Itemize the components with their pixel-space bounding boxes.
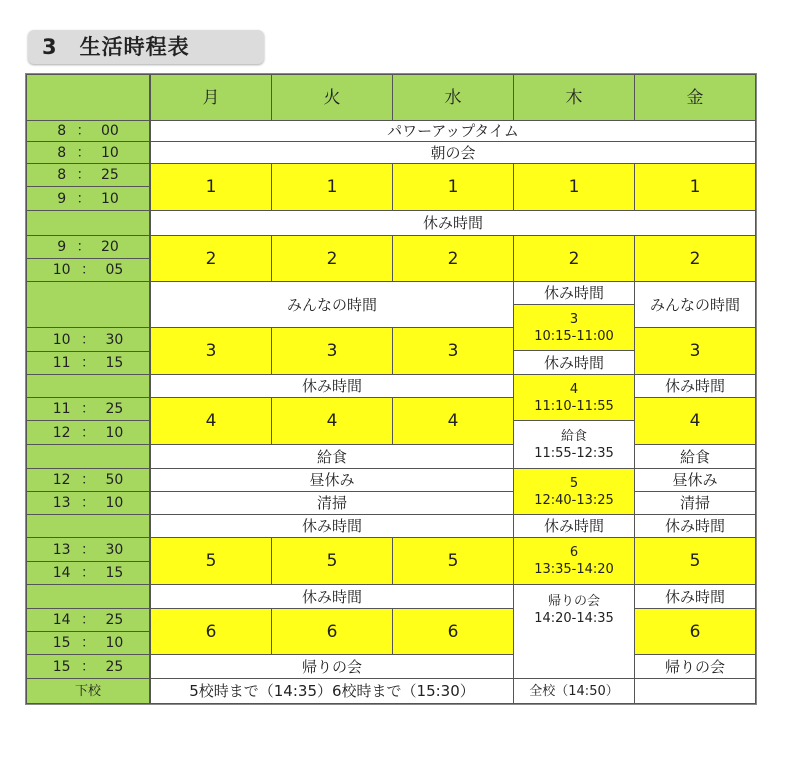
period-6-thu <box>513 537 635 585</box>
break-time-thu: 休み時間 <box>513 350 635 375</box>
cleaning-mon-wed: 清掃 <box>150 491 514 515</box>
period-6-wed: 6 <box>392 608 514 655</box>
period-2-mon: 2 <box>150 235 272 282</box>
period-number: 3 <box>569 311 579 327</box>
period-2-thu: 2 <box>513 235 635 282</box>
time-cell-blank <box>26 374 150 398</box>
time-cell: 13 ： 30 <box>26 537 150 562</box>
period-2-wed: 2 <box>392 235 514 282</box>
break-time-mon-wed: 休み時間 <box>150 514 514 538</box>
period-number: 6 <box>569 545 579 560</box>
period-time-range: 13:35-14:20 <box>534 562 614 577</box>
lunch-mon-wed: 給食 <box>150 444 514 469</box>
period-5-tue: 5 <box>271 537 393 585</box>
break-time-fri: 休み時間 <box>634 584 756 609</box>
period-6-fri: 6 <box>634 608 756 655</box>
corner-cell <box>26 74 150 121</box>
dismissal-mon-wed: 5校時まで（14:35）6校時まで（15:30） <box>150 678 514 704</box>
time-cell: 12 ： 50 <box>26 468 150 492</box>
lunch-fri: 給食 <box>634 444 756 469</box>
time-cell-blank <box>26 514 150 538</box>
lunch-break-fri: 昼休み <box>634 468 756 492</box>
period-3-tue: 3 <box>271 327 393 375</box>
break-time-thu: 休み時間 <box>513 281 635 305</box>
period-5-fri: 5 <box>634 537 756 585</box>
homeroom-label: 帰りの会 <box>547 594 600 609</box>
schedule-table <box>25 73 757 705</box>
time-cell: 10 ： 30 <box>26 327 150 352</box>
dismissal-thu: 全校（14:50） <box>513 678 635 704</box>
period-2-tue: 2 <box>271 235 393 282</box>
period-4-thu <box>513 374 635 421</box>
break-time: 休み時間 <box>150 210 756 236</box>
homeroom-time-range: 14:20-14:35 <box>534 611 614 626</box>
break-time-thu: 休み時間 <box>513 514 635 538</box>
day-header-mon: 月 <box>150 74 272 121</box>
time-cell: 15 ： 10 <box>26 631 150 655</box>
time-cell: 14 ： 25 <box>26 608 150 632</box>
period-5-thu <box>513 468 635 515</box>
section-title: 3 生活時程表 <box>42 35 190 59</box>
period-3-thu <box>513 304 635 351</box>
time-cell-blank <box>26 444 150 469</box>
period-4-tue: 4 <box>271 397 393 445</box>
lunch-time-range: 11:55-12:35 <box>534 445 614 461</box>
minna-time-fri: みんなの時間 <box>634 281 756 328</box>
break-time-fri: 休み時間 <box>634 374 756 398</box>
morning-meeting: 朝の会 <box>150 141 756 164</box>
period-6-mon: 6 <box>150 608 272 655</box>
time-cell: 15 ： 25 <box>26 654 150 679</box>
period-3-mon: 3 <box>150 327 272 375</box>
cleaning-fri: 清掃 <box>634 491 756 515</box>
time-cell: 13 ： 10 <box>26 491 150 515</box>
time-cell-blank <box>26 584 150 609</box>
period-number: 4 <box>569 381 579 397</box>
time-cell: 10 ： 05 <box>26 258 150 282</box>
period-1-mon: 1 <box>150 163 272 211</box>
time-cell-blank <box>26 281 150 328</box>
period-1-wed: 1 <box>392 163 514 211</box>
period-number: 5 <box>569 475 579 491</box>
time-cell: 8 ： 00 <box>26 120 150 142</box>
period-time-range: 12:40-13:25 <box>534 492 614 508</box>
period-1-thu: 1 <box>513 163 635 211</box>
lunch-thu <box>513 420 635 469</box>
power-up-time: パワーアップタイム <box>150 120 756 142</box>
break-time-mon-wed: 休み時間 <box>150 374 514 398</box>
day-header-fri: 金 <box>634 74 756 121</box>
period-3-wed: 3 <box>392 327 514 375</box>
break-time-mon-wed: 休み時間 <box>150 584 514 609</box>
homeroom-thu <box>513 584 635 679</box>
time-cell: 12 ： 10 <box>26 420 150 445</box>
lunch-label: 給食 <box>560 428 587 444</box>
period-5-mon: 5 <box>150 537 272 585</box>
period-time-range: 10:15-11:00 <box>534 328 614 344</box>
period-4-wed: 4 <box>392 397 514 445</box>
day-header-thu: 木 <box>513 74 635 121</box>
homeroom-fri: 帰りの会 <box>634 654 756 679</box>
period-4-mon: 4 <box>150 397 272 445</box>
minna-time-mon-wed: みんなの時間 <box>150 281 514 328</box>
gekou-label: 下校 <box>26 678 150 704</box>
time-cell: 14 ： 15 <box>26 561 150 585</box>
time-cell: 8 ： 10 <box>26 141 150 164</box>
period-1-fri: 1 <box>634 163 756 211</box>
time-cell: 9 ： 20 <box>26 235 150 259</box>
period-6-tue: 6 <box>271 608 393 655</box>
break-time-fri: 休み時間 <box>634 514 756 538</box>
period-time-range: 11:10-11:55 <box>534 398 614 414</box>
period-2-fri: 2 <box>634 235 756 282</box>
period-1-tue: 1 <box>271 163 393 211</box>
time-cell-blank <box>26 210 150 236</box>
period-5-wed: 5 <box>392 537 514 585</box>
time-cell: 11 ： 15 <box>26 351 150 375</box>
time-cell: 9 ： 10 <box>26 186 150 211</box>
dismissal-fri-blank <box>634 678 756 704</box>
lunch-break-mon-wed: 昼休み <box>150 468 514 492</box>
period-3-fri: 3 <box>634 327 756 375</box>
day-header-wed: 水 <box>392 74 514 121</box>
day-header-tue: 火 <box>271 74 393 121</box>
time-cell: 8 ： 25 <box>26 163 150 187</box>
homeroom-mon-wed: 帰りの会 <box>150 654 514 679</box>
period-4-fri: 4 <box>634 397 756 445</box>
time-cell: 11 ： 25 <box>26 397 150 421</box>
